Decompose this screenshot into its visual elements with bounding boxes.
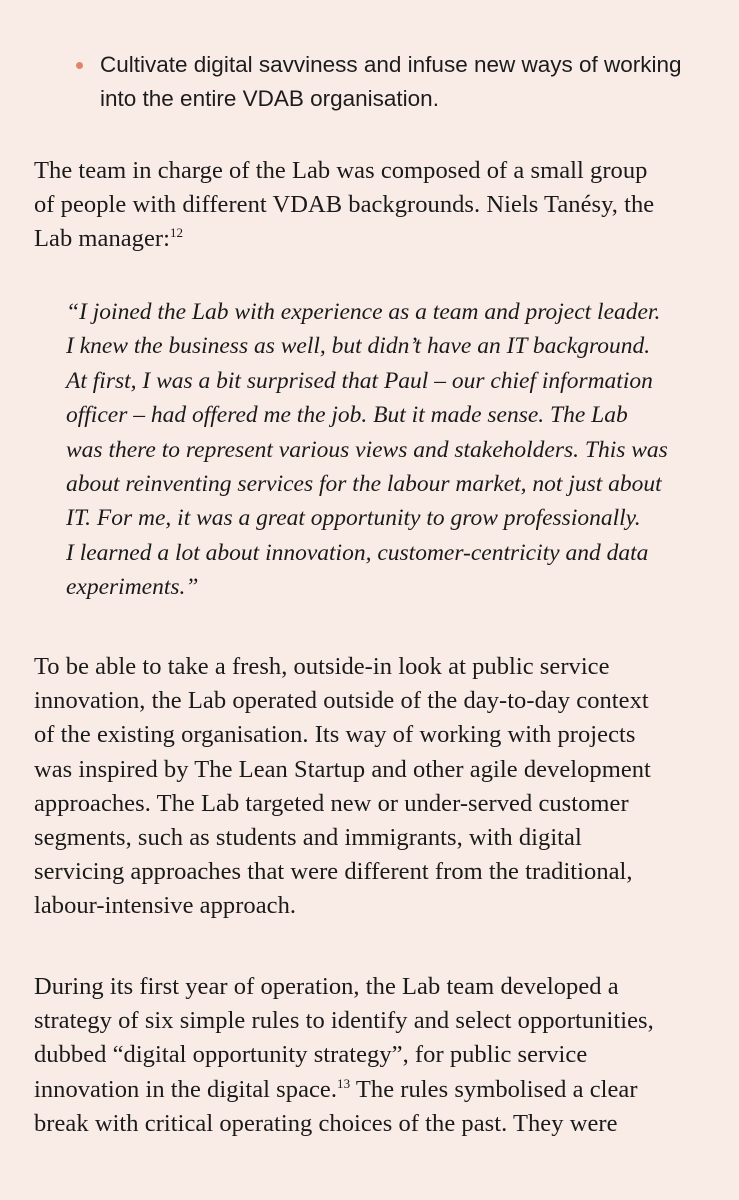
paragraph-team-text: The team in charge of the Lab was composed of a small group of people with different VDAB backgrounds. Niels Tanésy, the Lab manager: xyxy=(34,157,655,253)
footnote-ref-12[interactable]: 12 xyxy=(169,225,184,241)
footnote-ref-13[interactable]: 13 xyxy=(337,1075,351,1091)
bullet-text: Cultivate digital savviness and infuse new ways of working into the entire VDAB organisation. xyxy=(100,52,682,111)
paragraph-strategy-text-after: The rules symbolised a clear break with critical operating choices of the past. They were xyxy=(34,1075,638,1137)
paragraph-digital-opportunity-strategy xyxy=(34,970,734,1141)
paragraph-team xyxy=(34,154,734,257)
paragraph-strategy-text-before: During its first year of operation, the Lab team developed a strategy of six simple rules to identify and select opportunities, dubbed “digital opportunity strategy”, for public service innovation in the digital space. xyxy=(34,973,654,1103)
paragraph-lab-operation: To be able to take a fresh, outside-in look at public service innovation, the Lab operated outside of the day-to-day context of the existing organisation. Its way of working with projects was inspired by The Lean Startup and other agile development approaches. The Lab targeted new or under-served customer segments, such as students and immigrants, with digital servicing approaches that were different from the traditional, labour-intensive approach. xyxy=(34,653,651,920)
bullet-dot-icon xyxy=(76,62,83,69)
blockquote-niels-tanesy: “I joined the Lab with experience as a team and project leader. I knew the business as well, but didn’t have an IT background. At first, I was a bit surprised that Paul – our chief information officer – had offered me the job. But it made sense. The Lab was there to represent various views and stakeholders. This was about reinventing services for the labour market, not just about IT. For me, it was a great opportunity to grow professionally. I learned a lot about innovation, customer-centricity and data experiments.” xyxy=(66,299,668,601)
